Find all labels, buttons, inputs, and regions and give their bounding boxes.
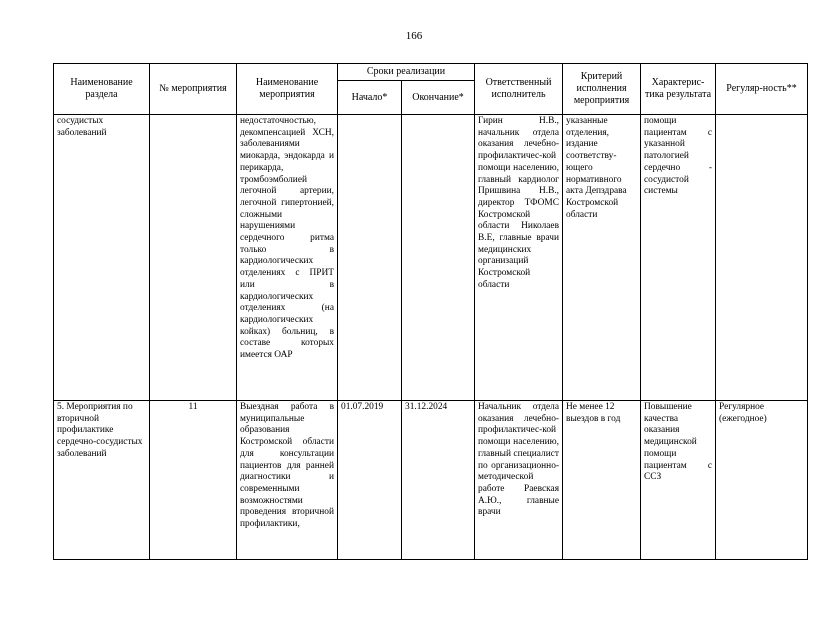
table-row (54, 115, 808, 401)
cell-end (402, 115, 475, 401)
header-deadlines: Сроки реализации (338, 64, 475, 81)
cell-section: 5. Мероприятия по вторичной профилактике сердечно-сосудистых заболеваний (54, 401, 150, 560)
cell-start (338, 115, 402, 401)
header-event: Наименование мероприятия (237, 64, 338, 115)
cell-result: Повышение качества оказания медицинской помощи пациентам с ССЗ (641, 401, 716, 560)
table-row (54, 401, 808, 560)
cell-criterion: Не менее 12 выездов в год (563, 401, 641, 560)
header-row-1 (54, 64, 808, 81)
cell-end: 31.12.2024 (402, 401, 475, 560)
cell-event: Выездная работа в муниципальные образования Костромской области для консультации пациентов для ранней диагностики и современными возможностями проведения вторичной профилактики, (237, 401, 338, 560)
cell-event: недостаточностью, декомпенсацией ХСН, заболеваниями миокарда, эндокарда и перикарда, тромбоэмболией легочной артерии, легочной гипертонией, сложными нарушениями сердечного ритма только в кардиологических отделениях с ПРИТ или в кардиологических отделениях (на кардиологических койках) больниц, в составе которых имеется ОАР (237, 115, 338, 401)
cell-section: сосудистых заболеваний (54, 115, 150, 401)
header-end: Окончание* (402, 81, 475, 115)
cell-responsible: Начальник отдела оказания лечебно-профилактичес-кой помощи населению, главный специалист по организационно-методической работе Раевская А.Ю., главные врачи (475, 401, 563, 560)
cell-start: 01.07.2019 (338, 401, 402, 560)
header-section: Наименование раздела (54, 64, 150, 115)
events-table (53, 63, 808, 560)
page-number: 166 (405, 30, 423, 42)
cell-number (150, 115, 237, 401)
header-criterion: Критерий исполнения мероприятия (563, 64, 641, 115)
cell-number: 11 (150, 401, 237, 560)
cell-result: помощи пациентам с указанной патологией сердечно - сосудистой системы (641, 115, 716, 401)
cell-responsible: Гирин Н.В., начальник отдела оказания лечебно-профилактичес-кой помощи населению, главный кардиолог Пришвина Н.В., директор ТФОМС Костромской области Николаев В.Е, главные врачи медицинских организаций Костромской области (475, 115, 563, 401)
cell-criterion: указанные отделения, издание соответству-ющего нормативного акта Депздрава Костромской области (563, 115, 641, 401)
cell-regularity: Регулярное (ежегодное) (716, 401, 808, 560)
header-responsible: Ответственный исполнитель (475, 64, 563, 115)
cell-regularity (716, 115, 808, 401)
header-regularity: Регуляр-ность** (716, 64, 808, 115)
header-start: Начало* (338, 81, 402, 115)
header-number: № мероприятия (150, 64, 237, 115)
header-result: Характерис-тика результата (641, 64, 716, 115)
